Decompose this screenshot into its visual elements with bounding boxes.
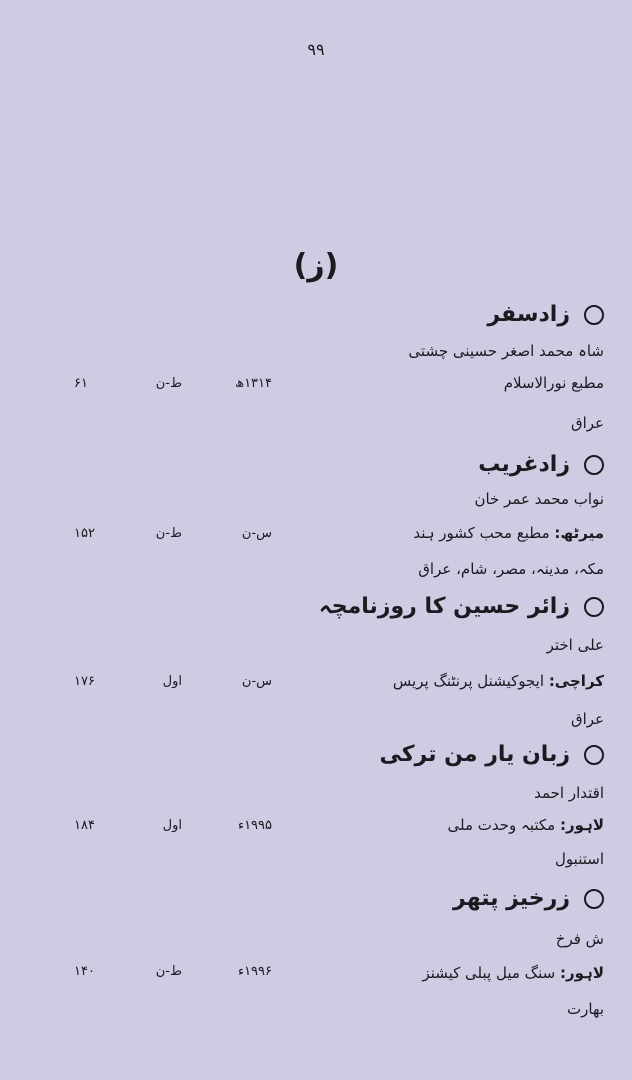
entry-author: ش فرخ [555, 930, 604, 948]
entry-edition: اول [162, 674, 182, 689]
entry-publisher [393, 672, 604, 690]
publisher-name: مطبع نورالاسلام [503, 374, 604, 392]
entry-author: اقتدار احمد [534, 784, 604, 802]
entry-edition: اول [162, 818, 182, 833]
entry-pages: ۱۴۰ [74, 964, 95, 979]
entry-author: علی اختر [546, 636, 604, 654]
entry-publisher [413, 524, 604, 542]
publisher-name: سنگ میل پبلی کیشنز [422, 964, 556, 982]
entry-pages: ۱۷۶ [74, 674, 95, 689]
bullet-circle-icon [584, 597, 604, 617]
entry-publisher [448, 816, 605, 834]
entry-title: زرخیز پتھر [453, 886, 570, 911]
entry-title: زائر حسین کا روزنامچہ [318, 594, 570, 619]
entry-edition: ط-ن [155, 964, 182, 979]
entry-title: زادسفر [487, 302, 570, 327]
entry-pages: ۶۱ [74, 376, 88, 391]
section-heading: (ز) [293, 248, 339, 283]
bullet-circle-icon [584, 305, 604, 325]
publisher-name: مکتبہ وحدت ملی [447, 816, 556, 834]
entry-pages: ۱۵۲ [74, 526, 95, 541]
entry-place: عراق [570, 710, 604, 728]
entry-date: ۱۳۱۴ھ [234, 376, 272, 391]
entry-date: ۱۹۹۶ء [237, 964, 272, 979]
publisher-city: لاہور: [560, 816, 604, 834]
entry-title: زادغریب [478, 452, 570, 477]
entry-author: شاہ محمد اصغر حسینی چشتی [408, 342, 604, 360]
page-number: ۹۹ [307, 40, 325, 59]
bullet-circle-icon [584, 889, 604, 909]
entry-place: بھارت [566, 1000, 604, 1018]
entry-place: عراق [570, 414, 604, 432]
entry-date: س-ن [241, 674, 272, 689]
entry-edition: ط-ن [155, 526, 182, 541]
entry-edition: ط-ن [155, 376, 182, 391]
publisher-city: لاہور: [560, 964, 604, 982]
entry-publisher [422, 964, 604, 982]
publisher-city: میرٹھ: [554, 524, 604, 542]
entry-title: زبان یار من ترکی [379, 742, 570, 767]
bullet-circle-icon [584, 455, 604, 475]
entry-author: نواب محمد عمر خان [474, 490, 604, 508]
entry-date: ۱۹۹۵ء [237, 818, 272, 833]
entry-publisher [504, 374, 604, 392]
entry-place: مکہ، مدینہ، مصر، شام، عراق [418, 560, 604, 578]
publisher-name: ایجوکیشنل پرنٹنگ پریس [392, 672, 545, 690]
publisher-city: کراچی: [548, 672, 604, 690]
publisher-name: مطبع محب کشور ہند [413, 524, 550, 542]
entry-pages: ۱۸۴ [74, 818, 95, 833]
bullet-circle-icon [584, 745, 604, 765]
entry-date: س-ن [241, 526, 272, 541]
entry-place: استنبول [555, 850, 604, 868]
